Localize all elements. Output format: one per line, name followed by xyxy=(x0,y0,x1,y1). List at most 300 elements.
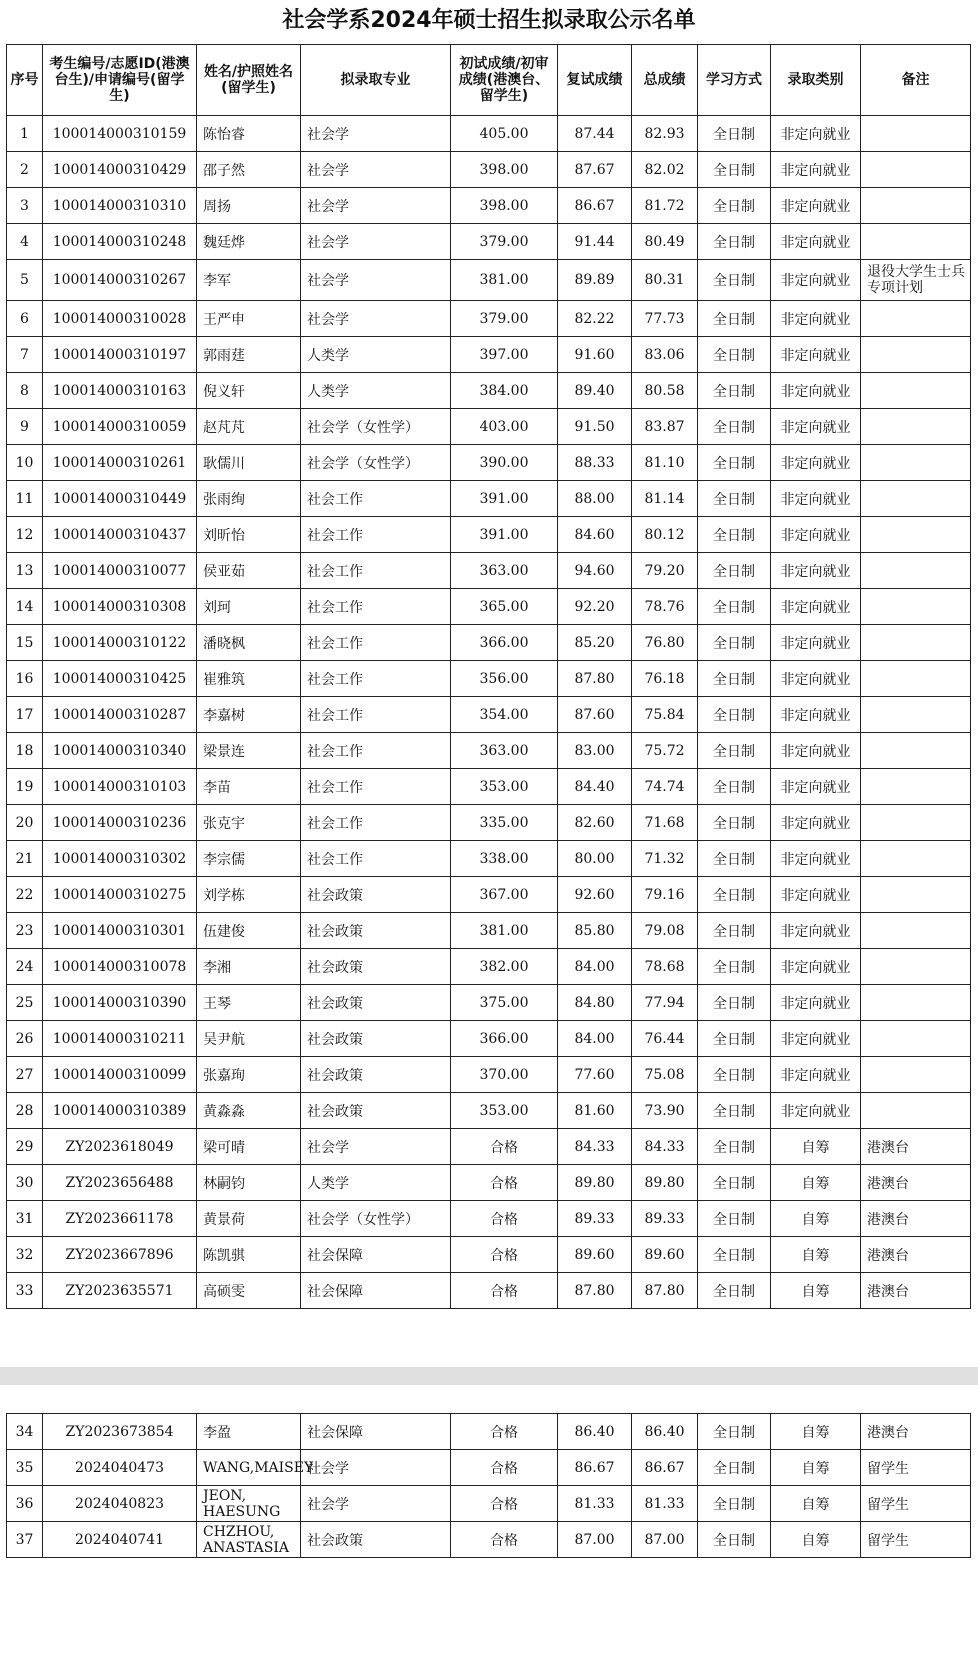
cell-retest-score: 84.00 xyxy=(558,949,632,985)
cell-study-mode: 全日制 xyxy=(698,152,771,188)
cell-note xyxy=(861,949,971,985)
cell-name: 周扬 xyxy=(197,188,301,224)
cell-id: 100014000310287 xyxy=(43,697,197,733)
cell-study-mode: 全日制 xyxy=(698,517,771,553)
cell-major: 社会学 xyxy=(301,1450,451,1486)
cell-note xyxy=(861,553,971,589)
cell-total-score: 77.73 xyxy=(632,301,698,337)
cell-retest-score: 87.80 xyxy=(558,661,632,697)
cell-no: 36 xyxy=(7,1486,43,1522)
cell-category: 非定向就业 xyxy=(771,152,861,188)
cell-major: 人类学 xyxy=(301,1165,451,1201)
cell-id: 100014000310308 xyxy=(43,589,197,625)
table-row xyxy=(7,1129,971,1165)
admission-table-continued xyxy=(6,1413,971,1558)
table-row xyxy=(7,188,971,224)
cell-major: 社会政策 xyxy=(301,877,451,913)
cell-total-score: 81.14 xyxy=(632,481,698,517)
cell-first-score: 403.00 xyxy=(451,409,558,445)
cell-category: 自筹 xyxy=(771,1486,861,1522)
header-total-score: 总成绩 xyxy=(632,45,698,116)
cell-id: ZY2023661178 xyxy=(43,1201,197,1237)
cell-category: 非定向就业 xyxy=(771,625,861,661)
cell-study-mode: 全日制 xyxy=(698,481,771,517)
cell-id: 100014000310236 xyxy=(43,805,197,841)
cell-retest-score: 88.33 xyxy=(558,445,632,481)
table-row xyxy=(7,445,971,481)
cell-first-score: 合格 xyxy=(451,1129,558,1165)
table-row xyxy=(7,337,971,373)
cell-major: 社会学 xyxy=(301,224,451,260)
cell-retest-score: 84.33 xyxy=(558,1129,632,1165)
cell-note xyxy=(861,805,971,841)
cell-total-score: 78.68 xyxy=(632,949,698,985)
cell-retest-score: 77.60 xyxy=(558,1057,632,1093)
cell-retest-score: 91.50 xyxy=(558,409,632,445)
cell-first-score: 398.00 xyxy=(451,152,558,188)
cell-note xyxy=(861,841,971,877)
cell-first-score: 合格 xyxy=(451,1273,558,1309)
cell-study-mode: 全日制 xyxy=(698,985,771,1021)
cell-retest-score: 82.60 xyxy=(558,805,632,841)
cell-no: 26 xyxy=(7,1021,43,1057)
cell-category: 自筹 xyxy=(771,1450,861,1486)
cell-major: 社会政策 xyxy=(301,1021,451,1057)
cell-total-score: 79.16 xyxy=(632,877,698,913)
cell-note xyxy=(861,1093,971,1129)
cell-note xyxy=(861,877,971,913)
cell-study-mode: 全日制 xyxy=(698,1201,771,1237)
header-no: 序号 xyxy=(7,45,43,116)
cell-name: 高硕雯 xyxy=(197,1273,301,1309)
cell-note xyxy=(861,301,971,337)
cell-study-mode: 全日制 xyxy=(698,373,771,409)
cell-no: 22 xyxy=(7,877,43,913)
cell-name: 张嘉珣 xyxy=(197,1057,301,1093)
cell-note: 港澳台 xyxy=(861,1237,971,1273)
cell-study-mode: 全日制 xyxy=(698,589,771,625)
cell-category: 非定向就业 xyxy=(771,517,861,553)
cell-category: 非定向就业 xyxy=(771,553,861,589)
cell-major: 社会工作 xyxy=(301,481,451,517)
cell-study-mode: 全日制 xyxy=(698,301,771,337)
cell-note xyxy=(861,373,971,409)
cell-major: 社会工作 xyxy=(301,697,451,733)
cell-category: 非定向就业 xyxy=(771,445,861,481)
header-category: 录取类别 xyxy=(771,45,861,116)
cell-major: 社会保障 xyxy=(301,1414,451,1450)
cell-major: 社会工作 xyxy=(301,733,451,769)
cell-study-mode: 全日制 xyxy=(698,877,771,913)
cell-note: 港澳台 xyxy=(861,1273,971,1309)
cell-id: 100014000310302 xyxy=(43,841,197,877)
cell-study-mode: 全日制 xyxy=(698,769,771,805)
cell-major: 社会保障 xyxy=(301,1273,451,1309)
cell-retest-score: 86.40 xyxy=(558,1414,632,1450)
cell-first-score: 合格 xyxy=(451,1165,558,1201)
cell-name: WANG,MAISEY xyxy=(197,1450,301,1486)
cell-no: 10 xyxy=(7,445,43,481)
cell-total-score: 81.10 xyxy=(632,445,698,481)
cell-retest-score: 92.20 xyxy=(558,589,632,625)
cell-study-mode: 全日制 xyxy=(698,1021,771,1057)
cell-no: 7 xyxy=(7,337,43,373)
cell-name: 林嗣钧 xyxy=(197,1165,301,1201)
cell-note: 港澳台 xyxy=(861,1165,971,1201)
cell-note: 留学生 xyxy=(861,1522,971,1558)
cell-name: 李嘉树 xyxy=(197,697,301,733)
cell-id: 100014000310275 xyxy=(43,877,197,913)
table-row xyxy=(7,1201,971,1237)
table-row xyxy=(7,1057,971,1093)
cell-no: 20 xyxy=(7,805,43,841)
cell-total-score: 80.12 xyxy=(632,517,698,553)
cell-no: 14 xyxy=(7,589,43,625)
cell-id: 100014000310261 xyxy=(43,445,197,481)
cell-name: 刘珂 xyxy=(197,589,301,625)
cell-note xyxy=(861,152,971,188)
cell-major: 社会工作 xyxy=(301,805,451,841)
cell-major: 社会政策 xyxy=(301,913,451,949)
cell-id: 100014000310310 xyxy=(43,188,197,224)
table-row xyxy=(7,877,971,913)
cell-major: 社会政策 xyxy=(301,985,451,1021)
cell-retest-score: 84.00 xyxy=(558,1021,632,1057)
cell-first-score: 合格 xyxy=(451,1201,558,1237)
cell-no: 24 xyxy=(7,949,43,985)
cell-id: 100014000310248 xyxy=(43,224,197,260)
cell-no: 27 xyxy=(7,1057,43,1093)
cell-study-mode: 全日制 xyxy=(698,188,771,224)
table-row xyxy=(7,1021,971,1057)
cell-total-score: 83.06 xyxy=(632,337,698,373)
cell-no: 29 xyxy=(7,1129,43,1165)
table-row xyxy=(7,985,971,1021)
cell-first-score: 338.00 xyxy=(451,841,558,877)
cell-note xyxy=(861,769,971,805)
cell-first-score: 405.00 xyxy=(451,116,558,152)
cell-id: 2024040823 xyxy=(43,1486,197,1522)
cell-retest-score: 84.40 xyxy=(558,769,632,805)
cell-total-score: 74.74 xyxy=(632,769,698,805)
cell-category: 自筹 xyxy=(771,1237,861,1273)
cell-major: 社会政策 xyxy=(301,1057,451,1093)
cell-no: 12 xyxy=(7,517,43,553)
cell-category: 自筹 xyxy=(771,1273,861,1309)
cell-no: 33 xyxy=(7,1273,43,1309)
cell-no: 15 xyxy=(7,625,43,661)
cell-category: 非定向就业 xyxy=(771,188,861,224)
cell-first-score: 合格 xyxy=(451,1486,558,1522)
cell-category: 非定向就业 xyxy=(771,841,861,877)
cell-study-mode: 全日制 xyxy=(698,913,771,949)
cell-name: 伍建俊 xyxy=(197,913,301,949)
cell-no: 9 xyxy=(7,409,43,445)
cell-id: 100014000310059 xyxy=(43,409,197,445)
cell-id: 100014000310449 xyxy=(43,481,197,517)
cell-name: 倪义轩 xyxy=(197,373,301,409)
cell-category: 非定向就业 xyxy=(771,949,861,985)
cell-name: 李军 xyxy=(197,260,301,301)
cell-study-mode: 全日制 xyxy=(698,841,771,877)
cell-id: 100014000310389 xyxy=(43,1093,197,1129)
cell-retest-score: 87.00 xyxy=(558,1522,632,1558)
table-row xyxy=(7,1237,971,1273)
cell-first-score: 379.00 xyxy=(451,301,558,337)
table-row xyxy=(7,1273,971,1309)
cell-category: 非定向就业 xyxy=(771,409,861,445)
cell-first-score: 379.00 xyxy=(451,224,558,260)
cell-no: 32 xyxy=(7,1237,43,1273)
cell-name: CHZHOU, ANASTASIA xyxy=(197,1522,301,1558)
cell-retest-score: 89.60 xyxy=(558,1237,632,1273)
cell-note: 港澳台 xyxy=(861,1414,971,1450)
cell-id: 100014000310197 xyxy=(43,337,197,373)
header-study-mode: 学习方式 xyxy=(698,45,771,116)
cell-total-score: 89.33 xyxy=(632,1201,698,1237)
cell-major: 社会工作 xyxy=(301,553,451,589)
cell-total-score: 71.32 xyxy=(632,841,698,877)
cell-id: 100014000310028 xyxy=(43,301,197,337)
cell-major: 社会工作 xyxy=(301,769,451,805)
cell-first-score: 382.00 xyxy=(451,949,558,985)
cell-retest-score: 87.60 xyxy=(558,697,632,733)
cell-name: 魏廷烨 xyxy=(197,224,301,260)
cell-id: 100014000310425 xyxy=(43,661,197,697)
cell-note: 退役大学生士兵专项计划 xyxy=(861,260,971,301)
cell-no: 31 xyxy=(7,1201,43,1237)
cell-first-score: 366.00 xyxy=(451,1021,558,1057)
cell-total-score: 82.93 xyxy=(632,116,698,152)
cell-note xyxy=(861,224,971,260)
cell-total-score: 84.33 xyxy=(632,1129,698,1165)
cell-note xyxy=(861,913,971,949)
cell-total-score: 89.80 xyxy=(632,1165,698,1201)
cell-no: 16 xyxy=(7,661,43,697)
cell-name: 侯亚茹 xyxy=(197,553,301,589)
cell-id: ZY2023635571 xyxy=(43,1273,197,1309)
cell-no: 2 xyxy=(7,152,43,188)
cell-name: 王严申 xyxy=(197,301,301,337)
cell-retest-score: 82.22 xyxy=(558,301,632,337)
cell-note xyxy=(861,517,971,553)
cell-major: 社会学 xyxy=(301,188,451,224)
cell-first-score: 363.00 xyxy=(451,553,558,589)
table-row xyxy=(7,1165,971,1201)
cell-first-score: 381.00 xyxy=(451,260,558,301)
cell-first-score: 353.00 xyxy=(451,1093,558,1129)
table-row xyxy=(7,152,971,188)
cell-note xyxy=(861,1057,971,1093)
table-row xyxy=(7,661,971,697)
cell-name: 李盈 xyxy=(197,1414,301,1450)
cell-name: 刘学栋 xyxy=(197,877,301,913)
table-row xyxy=(7,1414,971,1450)
cell-no: 35 xyxy=(7,1450,43,1486)
cell-id: 100014000310122 xyxy=(43,625,197,661)
cell-category: 非定向就业 xyxy=(771,301,861,337)
cell-major: 社会学（女性学） xyxy=(301,409,451,445)
page-break-separator xyxy=(0,1367,978,1385)
cell-total-score: 89.60 xyxy=(632,1237,698,1273)
header-retest-score: 复试成绩 xyxy=(558,45,632,116)
cell-major: 社会学 xyxy=(301,152,451,188)
table-row xyxy=(7,913,971,949)
cell-retest-score: 91.60 xyxy=(558,337,632,373)
cell-first-score: 390.00 xyxy=(451,445,558,481)
cell-note xyxy=(861,188,971,224)
cell-major: 社会工作 xyxy=(301,589,451,625)
header-id: 考生编号/志愿ID(港澳台生)/申请编号(留学生) xyxy=(43,45,197,116)
cell-no: 17 xyxy=(7,697,43,733)
cell-major: 社会政策 xyxy=(301,1522,451,1558)
cell-note xyxy=(861,1021,971,1057)
cell-name: 张克宇 xyxy=(197,805,301,841)
cell-note xyxy=(861,661,971,697)
cell-total-score: 80.49 xyxy=(632,224,698,260)
cell-id: 100014000310159 xyxy=(43,116,197,152)
cell-total-score: 81.72 xyxy=(632,188,698,224)
cell-first-score: 391.00 xyxy=(451,517,558,553)
cell-major: 人类学 xyxy=(301,337,451,373)
cell-category: 自筹 xyxy=(771,1129,861,1165)
cell-total-score: 71.68 xyxy=(632,805,698,841)
cell-retest-score: 87.80 xyxy=(558,1273,632,1309)
cell-category: 非定向就业 xyxy=(771,697,861,733)
cell-total-score: 75.72 xyxy=(632,733,698,769)
cell-id: ZY2023618049 xyxy=(43,1129,197,1165)
cell-first-score: 367.00 xyxy=(451,877,558,913)
cell-category: 非定向就业 xyxy=(771,877,861,913)
cell-id: 2024040741 xyxy=(43,1522,197,1558)
cell-name: 黄淼淼 xyxy=(197,1093,301,1129)
cell-name: 郭雨莛 xyxy=(197,337,301,373)
cell-major: 社会政策 xyxy=(301,1093,451,1129)
table-header-row xyxy=(7,45,971,116)
cell-id: 100014000310077 xyxy=(43,553,197,589)
cell-category: 非定向就业 xyxy=(771,1093,861,1129)
cell-retest-score: 88.00 xyxy=(558,481,632,517)
cell-retest-score: 87.44 xyxy=(558,116,632,152)
cell-category: 非定向就业 xyxy=(771,260,861,301)
cell-category: 非定向就业 xyxy=(771,1021,861,1057)
cell-id: 100014000310163 xyxy=(43,373,197,409)
cell-major: 社会工作 xyxy=(301,517,451,553)
cell-no: 8 xyxy=(7,373,43,409)
table-row xyxy=(7,409,971,445)
cell-first-score: 合格 xyxy=(451,1414,558,1450)
cell-total-score: 75.08 xyxy=(632,1057,698,1093)
cell-first-score: 391.00 xyxy=(451,481,558,517)
cell-study-mode: 全日制 xyxy=(698,805,771,841)
cell-category: 非定向就业 xyxy=(771,733,861,769)
cell-category: 非定向就业 xyxy=(771,589,861,625)
cell-total-score: 75.84 xyxy=(632,697,698,733)
cell-id: ZY2023673854 xyxy=(43,1414,197,1450)
cell-name: 李宗儒 xyxy=(197,841,301,877)
cell-no: 19 xyxy=(7,769,43,805)
cell-study-mode: 全日制 xyxy=(698,260,771,301)
cell-retest-score: 91.44 xyxy=(558,224,632,260)
cell-study-mode: 全日制 xyxy=(698,1273,771,1309)
cell-total-score: 81.33 xyxy=(632,1486,698,1522)
cell-name: 李湘 xyxy=(197,949,301,985)
cell-no: 21 xyxy=(7,841,43,877)
cell-major: 社会学（女性学） xyxy=(301,1201,451,1237)
cell-retest-score: 89.89 xyxy=(558,260,632,301)
cell-first-score: 366.00 xyxy=(451,625,558,661)
cell-total-score: 86.40 xyxy=(632,1414,698,1450)
cell-name: 吴尹航 xyxy=(197,1021,301,1057)
cell-note xyxy=(861,625,971,661)
cell-study-mode: 全日制 xyxy=(698,1129,771,1165)
cell-first-score: 375.00 xyxy=(451,985,558,1021)
cell-major: 人类学 xyxy=(301,373,451,409)
cell-id: 100014000310103 xyxy=(43,769,197,805)
cell-name: 梁可晴 xyxy=(197,1129,301,1165)
cell-no: 28 xyxy=(7,1093,43,1129)
cell-first-score: 353.00 xyxy=(451,769,558,805)
cell-id: ZY2023656488 xyxy=(43,1165,197,1201)
cell-note: 港澳台 xyxy=(861,1201,971,1237)
cell-study-mode: 全日制 xyxy=(698,1450,771,1486)
cell-retest-score: 84.60 xyxy=(558,517,632,553)
cell-study-mode: 全日制 xyxy=(698,553,771,589)
cell-study-mode: 全日制 xyxy=(698,1165,771,1201)
cell-no: 5 xyxy=(7,260,43,301)
cell-retest-score: 86.67 xyxy=(558,188,632,224)
cell-retest-score: 85.80 xyxy=(558,913,632,949)
cell-study-mode: 全日制 xyxy=(698,1486,771,1522)
cell-retest-score: 94.60 xyxy=(558,553,632,589)
table-row xyxy=(7,949,971,985)
cell-id: 100014000310340 xyxy=(43,733,197,769)
cell-name: 李苗 xyxy=(197,769,301,805)
cell-category: 非定向就业 xyxy=(771,337,861,373)
cell-category: 非定向就业 xyxy=(771,224,861,260)
cell-note xyxy=(861,445,971,481)
cell-note xyxy=(861,589,971,625)
cell-no: 3 xyxy=(7,188,43,224)
table-row xyxy=(7,481,971,517)
cell-total-score: 82.02 xyxy=(632,152,698,188)
cell-first-score: 398.00 xyxy=(451,188,558,224)
cell-retest-score: 89.40 xyxy=(558,373,632,409)
cell-study-mode: 全日制 xyxy=(698,625,771,661)
table-row xyxy=(7,769,971,805)
cell-first-score: 370.00 xyxy=(451,1057,558,1093)
cell-name: 张雨绚 xyxy=(197,481,301,517)
cell-category: 自筹 xyxy=(771,1201,861,1237)
header-major: 拟录取专业 xyxy=(301,45,451,116)
cell-retest-score: 83.00 xyxy=(558,733,632,769)
cell-major: 社会学（女性学） xyxy=(301,445,451,481)
cell-first-score: 354.00 xyxy=(451,697,558,733)
cell-retest-score: 80.00 xyxy=(558,841,632,877)
cell-study-mode: 全日制 xyxy=(698,409,771,445)
cell-note: 留学生 xyxy=(861,1486,971,1522)
cell-category: 非定向就业 xyxy=(771,1057,861,1093)
cell-major: 社会学 xyxy=(301,301,451,337)
cell-retest-score: 84.80 xyxy=(558,985,632,1021)
cell-note xyxy=(861,116,971,152)
cell-major: 社会学 xyxy=(301,116,451,152)
header-note: 备注 xyxy=(861,45,971,116)
table-row xyxy=(7,1522,971,1558)
table-row xyxy=(7,1093,971,1129)
cell-name: 潘晓枫 xyxy=(197,625,301,661)
cell-study-mode: 全日制 xyxy=(698,116,771,152)
